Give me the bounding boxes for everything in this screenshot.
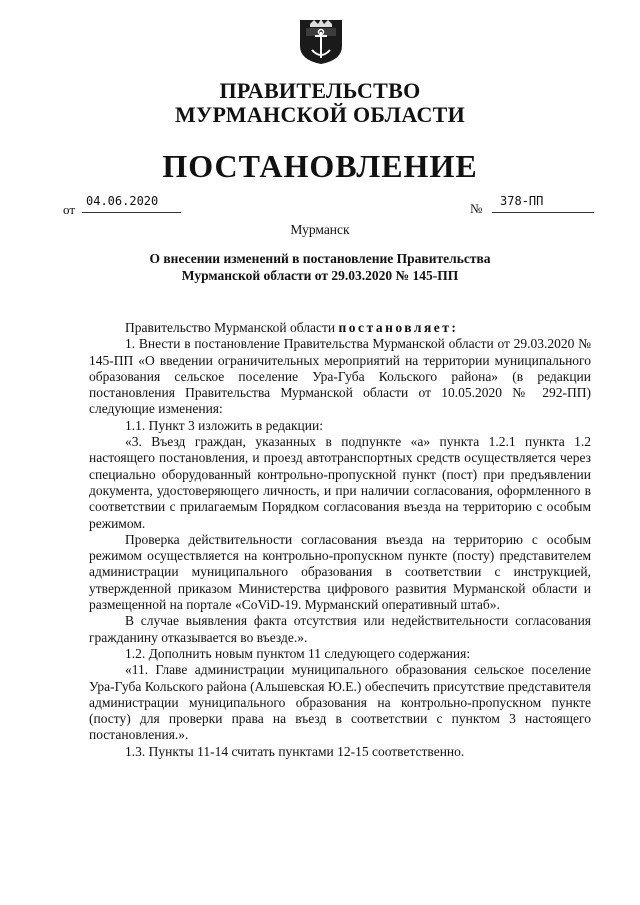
city-name: Мурманск <box>290 222 350 237</box>
document-subject <box>100 250 540 284</box>
date-number-row <box>0 194 640 218</box>
subject-line1: О внесении изменений в постановление Правительства <box>149 251 491 266</box>
paragraph-1-3: 1.3. Пункты 11-14 считать пунктами 12-15 соответственно. <box>125 743 465 759</box>
intro-paragraph <box>89 320 591 336</box>
document-body <box>89 320 591 760</box>
paragraph-1-1: 1.1. Пункт 3 изложить в редакции: <box>125 417 323 433</box>
intro-keyword: постановляет: <box>338 320 459 335</box>
coat-of-arms-icon <box>296 16 346 66</box>
paragraph-point-3: «3. Въезд граждан, указанных в подпункте «а» пункта 1.2.1 пункта 1.2 настоящего постановления, и проезд автотранспортных средств осуществляется через специально оборудованный контрольно-пропускной пункт (пост) при предъявлении документа, удостоверяющего личность, и при наличии согласования, оформленного в соответствии с прилагаемым Порядком согласования въезда на территорию с особым режимом. <box>89 434 591 531</box>
intro-text: Правительство Мурманской области <box>125 320 339 335</box>
organization-name-line2: МУРМАНСКОЙ ОБЛАСТИ <box>174 102 466 127</box>
document-type-title: ПОСТАНОВЛЕНИЕ <box>162 148 478 184</box>
paragraph-1: 1. Внести в постановление Правительства Мурманской области от 29.03.2020 № 145-ПП «О введении ограничительных мероприятий на территории муниципального образования сельское поселение Ура-Губа Кольского района» (в редакции постановления Правительства Мурманской области от 10.05.2020 № 292-ПП) следующие изменения: <box>89 336 591 417</box>
paragraph-1-2: 1.2. Дополнить новым пунктом 11 следующего содержания: <box>125 645 471 661</box>
number-prefix: № <box>470 201 483 216</box>
date-prefix: от <box>63 202 76 217</box>
document-date: 04.06.2020 <box>82 194 181 213</box>
paragraph-refusal: В случае выявления факта отсутствия или недействительности согласования гражданину отказывается во въезде.». <box>89 613 591 645</box>
subject-line2: Мурманской области от 29.03.2020 № 145-ПП <box>181 268 459 283</box>
paragraph-verification: Проверка действительности согласования въезда на территорию с особым режимом осуществляется на контрольно-пропускном пункте (посту) представителем администрации муниципального образования в соответствии с инструкцией, утвержденной приказом Министерства цифрового развития Мурманской области и размещенной на портале «CoViD-19. Мурманский оперативный штаб». <box>89 531 591 613</box>
organization-name-line1: ПРАВИТЕЛЬСТВО <box>219 78 421 103</box>
document-number: 378-ПП <box>492 194 594 213</box>
paragraph-point-11: «11. Главе администрации муниципального образования сельское поселение Ура-Губа Кольского района (Альшевская Ю.Е.) обеспечить присутствие представителя администрации муниципального образования на контрольно-пропускном пункте (посту) для проверки права на въезд в соответствии с пунктом 3 настоящего постановления.». <box>89 662 591 743</box>
